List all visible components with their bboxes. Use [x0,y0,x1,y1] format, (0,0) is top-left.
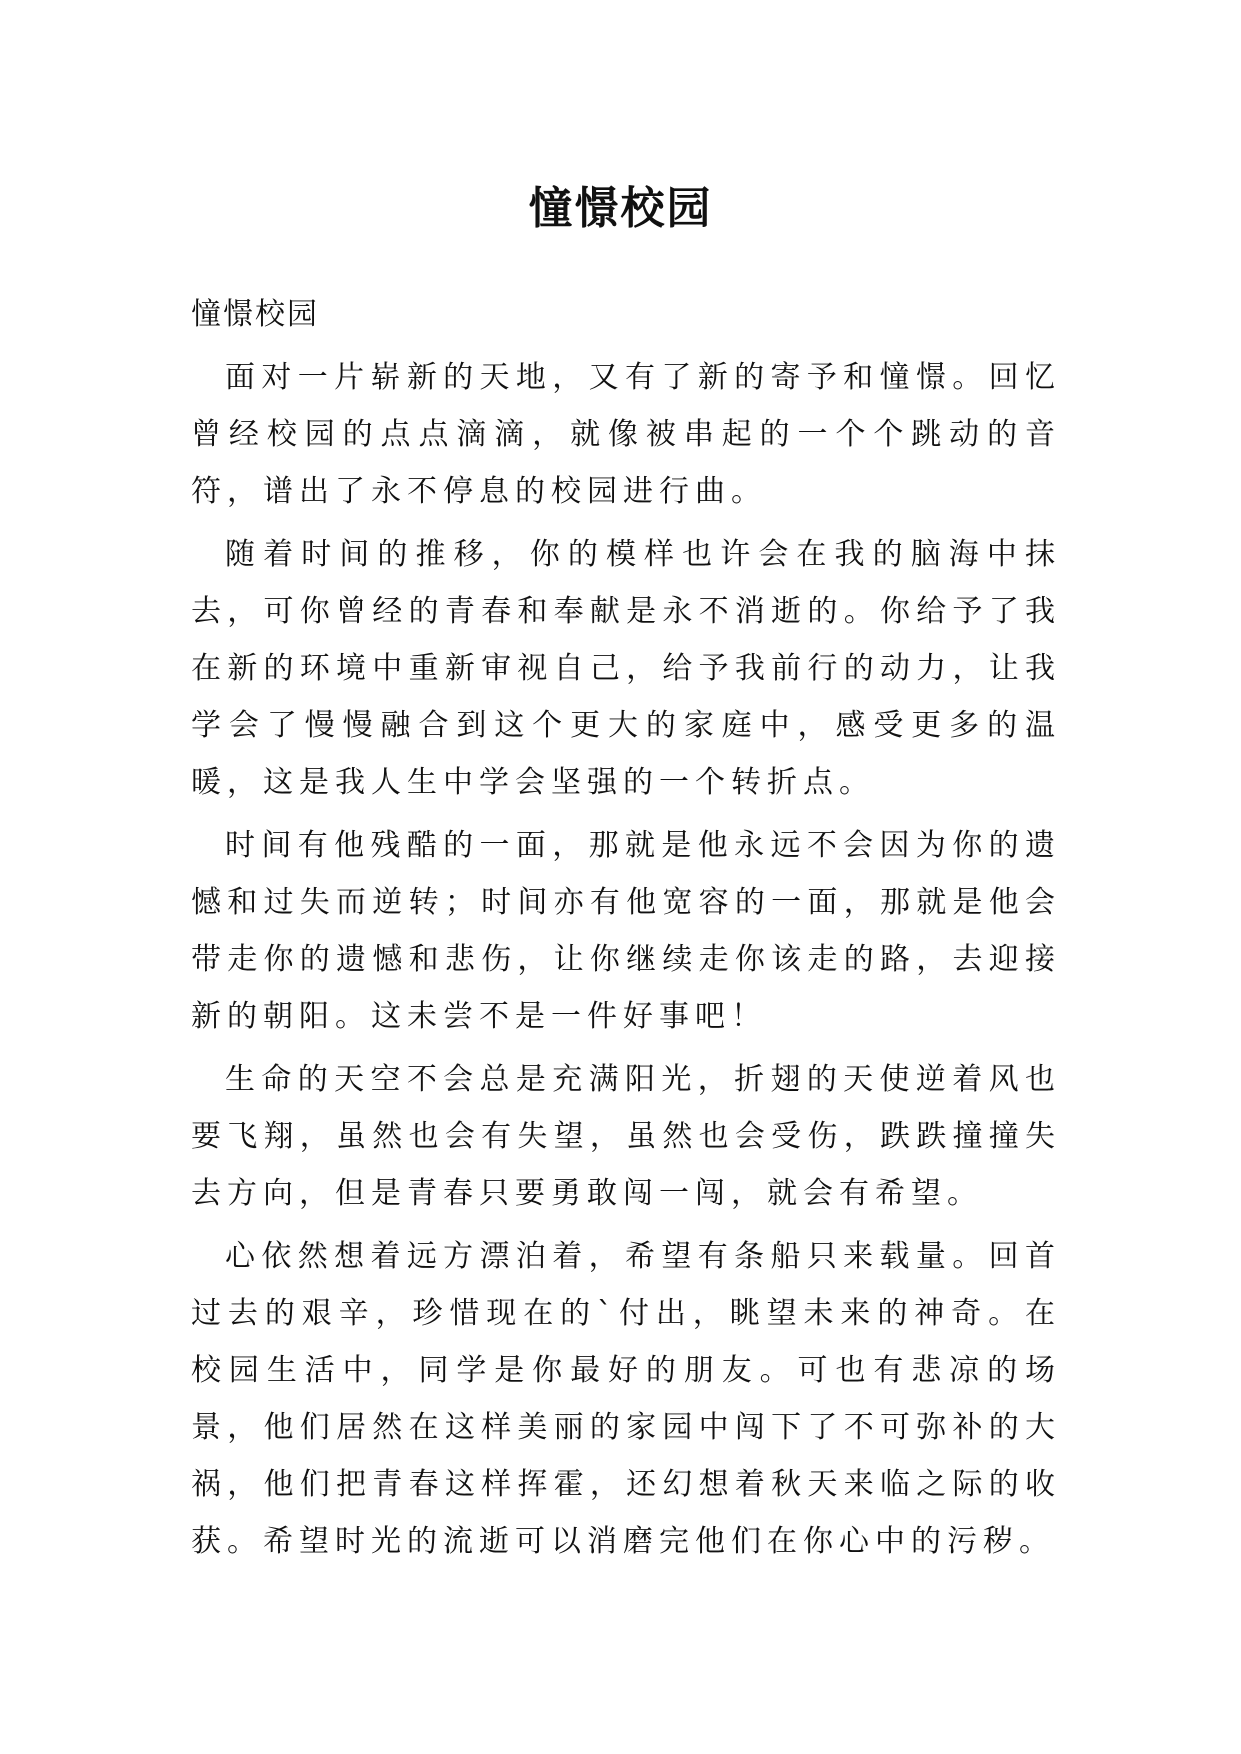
document-title: 憧憬校园 [528,183,713,235]
paragraph-4: 生命的天空不会总是充满阳光，折翅的天使逆着风也要飞翔，虽然也会有失望，虽然也会受伤，跌跌撞撞失去方向，但是青春只要勇敢闯一闯，就会有希望。 [191,1062,1061,1211]
document-subtitle: 憧憬校园 [191,297,319,332]
paragraph-3: 时间有他残酷的一面，那就是他永远不会因为你的遗憾和过失而逆转；时间亦有他宽容的一面，那就是他会带走你的遗憾和悲伤，让你继续走你该走的路，去迎接新的朝阳。这未尝不是一件好事吧！ [191,828,1061,1034]
paragraph-1: 面对一片崭新的天地，又有了新的寄予和憧憬。回忆曾经校园的点点滴滴，就像被串起的一个个跳动的音符，谱出了永不停息的校园进行曲。 [191,360,1061,509]
document-body [191,286,1061,1570]
paragraph-2: 随着时间的推移，你的模样也许会在我的脑海中抹去，可你曾经的青春和奉献是永不消逝的。你给予了我在新的环境中重新审视自己，给予我前行的动力，让我学会了慢慢融合到这个更大的家庭中，感受更多的温暖，这是我人生中学会坚强的一个转折点。 [191,537,1061,800]
paragraph-5: 心依然想着远方漂泊着，希望有条船只来载量。回首过去的艰辛，珍惜现在的`付出，眺望未来的神奇。在校园生活中，同学是你最好的朋友。可也有悲凉的场景，他们居然在这样美丽的家园中闯下了不可弥补的大祸，他们把青春这样挥霍，还幻想着秋天来临之际的收获。希望时光的流逝可以消磨完他们在你心中的污秽。 [191,1239,1061,1559]
